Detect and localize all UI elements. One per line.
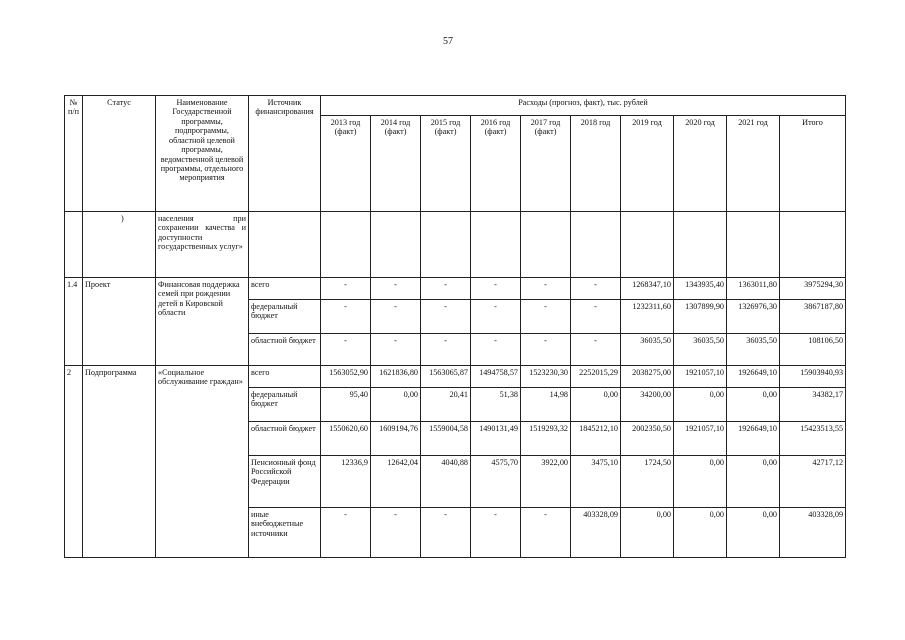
header-year-2021: 2021 год xyxy=(727,116,780,212)
table-row xyxy=(65,366,846,388)
value-cell: 12336,9 xyxy=(321,456,371,508)
value-cell: 42717,12 xyxy=(780,456,846,508)
empty-cell xyxy=(249,212,321,278)
value-cell: 2002350,50 xyxy=(621,422,674,456)
value-cell: 3922,00 xyxy=(521,456,571,508)
empty-cell xyxy=(674,212,727,278)
header-num: № п/п xyxy=(65,96,83,212)
row-num: 1.4 xyxy=(65,278,83,366)
header-name: Наименование Государственной программы, подпрограммы, областной целевой программы, ведомственной целевой программы, отдельного мероприятия xyxy=(156,96,249,212)
empty-cell xyxy=(621,212,674,278)
header-year-2015: 2015 год (факт) xyxy=(421,116,471,212)
row-num: 2 xyxy=(65,366,83,558)
value-cell: 1845212,10 xyxy=(571,422,621,456)
value-cell: 3975294,30 xyxy=(780,278,846,300)
value-cell: - xyxy=(321,508,371,558)
row-source: областной бюджет xyxy=(249,334,321,366)
value-cell: 403328,09 xyxy=(780,508,846,558)
value-cell: - xyxy=(321,300,371,334)
value-cell: 1926649,10 xyxy=(727,422,780,456)
value-cell: - xyxy=(521,508,571,558)
value-cell: - xyxy=(471,278,521,300)
value-cell: 14,98 xyxy=(521,388,571,422)
value-cell: 34200,00 xyxy=(621,388,674,422)
cont-num-cell xyxy=(65,212,83,278)
row-source: федеральный бюджет xyxy=(249,388,321,422)
value-cell: - xyxy=(521,334,571,366)
row-source: Пенсионный фонд Российской Федерации xyxy=(249,456,321,508)
value-cell: 3867187,80 xyxy=(780,300,846,334)
value-cell: 4040,88 xyxy=(421,456,471,508)
value-cell: 1268347,10 xyxy=(621,278,674,300)
value-cell: 12642,04 xyxy=(371,456,421,508)
value-cell: 1326976,30 xyxy=(727,300,780,334)
header-year-2014: 2014 год (факт) xyxy=(371,116,421,212)
value-cell: 0,00 xyxy=(674,508,727,558)
value-cell: 15423513,55 xyxy=(780,422,846,456)
header-year-2019: 2019 год xyxy=(621,116,674,212)
value-cell: - xyxy=(521,300,571,334)
value-cell: 0,00 xyxy=(727,508,780,558)
value-cell: 95,40 xyxy=(321,388,371,422)
value-cell: - xyxy=(571,278,621,300)
value-cell: 1490131,49 xyxy=(471,422,521,456)
value-cell: 0,00 xyxy=(621,508,674,558)
value-cell: 2038275,00 xyxy=(621,366,674,388)
value-cell: 403328,09 xyxy=(571,508,621,558)
value-cell: 0,00 xyxy=(674,456,727,508)
page-number: 57 xyxy=(443,36,453,47)
empty-cell xyxy=(371,212,421,278)
value-cell: 0,00 xyxy=(727,388,780,422)
value-cell: - xyxy=(371,278,421,300)
value-cell: 3475,10 xyxy=(571,456,621,508)
row-source: всего xyxy=(249,366,321,388)
value-cell: - xyxy=(421,278,471,300)
header-total: Итого xyxy=(780,116,846,212)
value-cell: 0,00 xyxy=(674,388,727,422)
value-cell: 1523230,30 xyxy=(521,366,571,388)
empty-cell xyxy=(571,212,621,278)
header-year-2020: 2020 год xyxy=(674,116,727,212)
value-cell: 1921057,10 xyxy=(674,366,727,388)
empty-cell xyxy=(421,212,471,278)
value-cell: 34382,17 xyxy=(780,388,846,422)
value-cell: 15903940,93 xyxy=(780,366,846,388)
value-cell: - xyxy=(471,508,521,558)
value-cell: 1550620,60 xyxy=(321,422,371,456)
value-cell: 0,00 xyxy=(571,388,621,422)
row-source: всего xyxy=(249,278,321,300)
cont-name: населения при сохранении качества и доступности государственных услуг» xyxy=(156,212,249,278)
value-cell: - xyxy=(371,508,421,558)
value-cell: - xyxy=(471,334,521,366)
value-cell: 1621836,80 xyxy=(371,366,421,388)
empty-cell xyxy=(471,212,521,278)
row-name: Финансовая поддержка семей при рождении детей в Кировской области xyxy=(156,278,249,366)
value-cell: - xyxy=(421,334,471,366)
header-expenses: Расходы (прогноз, факт), тыс. рублей xyxy=(321,96,846,116)
header-source: Источник финансирования xyxy=(249,96,321,212)
value-cell: 0,00 xyxy=(371,388,421,422)
empty-cell xyxy=(780,212,846,278)
value-cell: 2252015,29 xyxy=(571,366,621,388)
value-cell: 36035,50 xyxy=(674,334,727,366)
value-cell: 36035,50 xyxy=(621,334,674,366)
value-cell: 36035,50 xyxy=(727,334,780,366)
value-cell: 1232311,60 xyxy=(621,300,674,334)
value-cell: - xyxy=(521,278,571,300)
value-cell: 4575,70 xyxy=(471,456,521,508)
value-cell: 1563052,90 xyxy=(321,366,371,388)
row-status: Подпрограмма xyxy=(83,366,156,558)
header-year-2017: 2017 год (факт) xyxy=(521,116,571,212)
header-status: Статус xyxy=(83,96,156,212)
value-cell: 1363011,80 xyxy=(727,278,780,300)
cont-mark: ) xyxy=(83,212,156,278)
continuation-row xyxy=(65,212,846,278)
value-cell: - xyxy=(571,300,621,334)
value-cell: 51,38 xyxy=(471,388,521,422)
value-cell: 1921057,10 xyxy=(674,422,727,456)
row-status: Проект xyxy=(83,278,156,366)
value-cell: 1926649,10 xyxy=(727,366,780,388)
value-cell: - xyxy=(471,300,521,334)
empty-cell xyxy=(321,212,371,278)
value-cell: 1343935,40 xyxy=(674,278,727,300)
header-year-2013: 2013 год (факт) xyxy=(321,116,371,212)
value-cell: 0,00 xyxy=(727,456,780,508)
value-cell: 108106,50 xyxy=(780,334,846,366)
value-cell: - xyxy=(421,300,471,334)
row-source: иные внебюджетные источники xyxy=(249,508,321,558)
value-cell: 1724,50 xyxy=(621,456,674,508)
value-cell: - xyxy=(321,278,371,300)
row-source: областной бюджет xyxy=(249,422,321,456)
empty-cell xyxy=(521,212,571,278)
value-cell: - xyxy=(571,334,621,366)
value-cell: 1559004,58 xyxy=(421,422,471,456)
row-source: федеральный бюджет xyxy=(249,300,321,334)
value-cell: 1494758,57 xyxy=(471,366,521,388)
value-cell: 1519293,32 xyxy=(521,422,571,456)
value-cell: 1563065,87 xyxy=(421,366,471,388)
value-cell: - xyxy=(321,334,371,366)
row-name: «Социальное обслуживание граждан» xyxy=(156,366,249,558)
value-cell: 20,41 xyxy=(421,388,471,422)
value-cell: - xyxy=(421,508,471,558)
value-cell: - xyxy=(371,334,421,366)
header-year-2016: 2016 год (факт) xyxy=(471,116,521,212)
value-cell: - xyxy=(371,300,421,334)
value-cell: 1609194,76 xyxy=(371,422,421,456)
value-cell: 1307899,90 xyxy=(674,300,727,334)
budget-table xyxy=(64,95,846,558)
table-row xyxy=(65,278,846,300)
header-year-2018: 2018 год xyxy=(571,116,621,212)
empty-cell xyxy=(727,212,780,278)
